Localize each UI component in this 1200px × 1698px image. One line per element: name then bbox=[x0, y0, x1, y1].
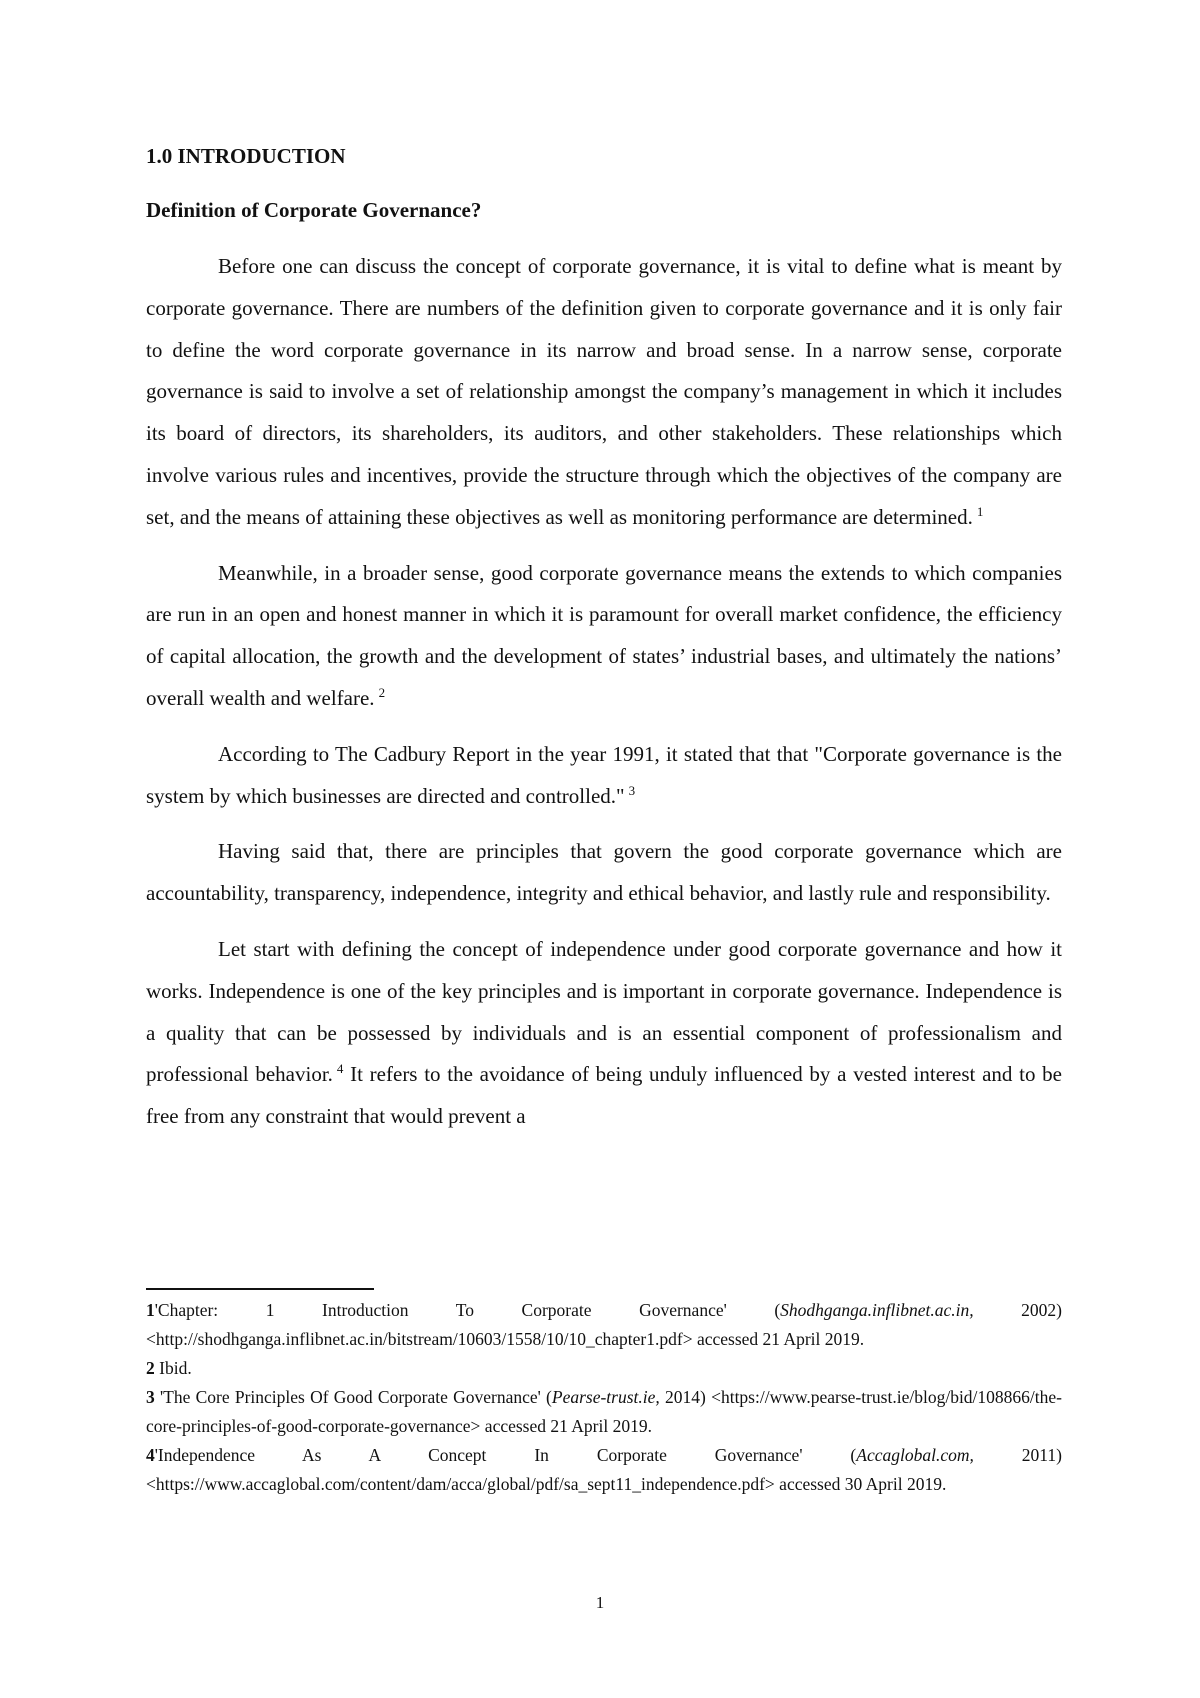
footnote-separator bbox=[146, 1288, 374, 1290]
section-heading: 1.0 INTRODUCTION bbox=[146, 144, 346, 168]
footnote-ref-2: 2 bbox=[378, 684, 386, 700]
footnote-1 bbox=[146, 1296, 1062, 1354]
footnote-2 bbox=[146, 1354, 1062, 1383]
footnotes bbox=[146, 1296, 1062, 1499]
footnote-1-source: Shodhganga.inflibnet.ac.in, bbox=[780, 1300, 974, 1320]
paragraph-4-text: Having said that, there are principles that govern the good corporate governance which are accountability, transparency, independence, integrity and ethical behavior, and lastly rule and responsibility. bbox=[146, 839, 1062, 906]
paragraph-5-text-before: Let start with defining the concept of independence under good corporate governance and how it works. Independence is one of the key principles and is important in corporate governance. Independence is a quality that can be possessed by individuals and is an essential component of professionalism and professional behavior. bbox=[146, 936, 1062, 1087]
footnote-2-number: 2 bbox=[146, 1358, 155, 1378]
page-number: 1 bbox=[595, 1593, 605, 1612]
paragraph-3-text: According to The Cadbury Report in the year 1991, it stated that that "Corporate governance is the system by which businesses are directed and controlled." bbox=[146, 741, 1062, 808]
paragraph-4 bbox=[146, 831, 1062, 915]
footnote-4-text-after: 2011) <https://www.accaglobal.com/content/dam/acca/global/pdf/sa_sept11_independence.pdf> accessed 30 April 2019. bbox=[146, 1445, 1062, 1494]
paragraph-5-text-after: It refers to the avoidance of being unduly influenced by a vested interest and to be free from any constraint that would prevent a bbox=[146, 1062, 1062, 1129]
footnote-1-number: 1 bbox=[146, 1300, 155, 1320]
sub-heading: Definition of Corporate Governance? bbox=[146, 198, 482, 222]
footnote-4-number: 4 bbox=[146, 1445, 155, 1465]
footnote-ref-1: 1 bbox=[976, 503, 984, 519]
footnote-3-text-after: 2014) <https://www.pearse-trust.ie/blog/bid/108866/the-core-principles-of-good-corporate-governance> accessed 21 April 2019. bbox=[146, 1387, 1062, 1436]
paragraph-3 bbox=[146, 734, 1062, 818]
paragraph-5 bbox=[146, 929, 1062, 1138]
footnote-4-source: Accaglobal.com, bbox=[856, 1445, 974, 1465]
footnote-3 bbox=[146, 1383, 1062, 1441]
footnote-ref-4: 4 bbox=[336, 1061, 344, 1077]
footnote-3-source: Pearse-trust.ie, bbox=[551, 1387, 660, 1407]
footnote-4 bbox=[146, 1441, 1062, 1499]
footnote-ref-3: 3 bbox=[628, 782, 636, 798]
footnote-1-text-after: 2002) <http://shodhganga.inflibnet.ac.in/bitstream/10603/1558/10/10_chapter1.pdf> accessed 21 April 2019. bbox=[146, 1300, 1063, 1349]
paragraph-1 bbox=[146, 246, 1062, 539]
footnote-3-text-before: 'The Core Principles Of Good Corporate Governance' ( bbox=[154, 1387, 552, 1407]
paragraph-1-text: Before one can discuss the concept of corporate governance, it is vital to define what is meant by corporate governance. There are numbers of the definition given to corporate governance and it is only fair to define the word corporate governance in its narrow and broad sense. In a narrow sense, corporate governance is said to involve a set of relationship amongst the company’s management in which it includes its board of directors, its shareholders, its auditors, and other stakeholders. These relationships which involve various rules and incentives, provide the structure through which the objectives of the company are set, and the means of attaining these objectives as well as monitoring performance are determined. bbox=[146, 254, 1062, 529]
footnote-2-text-before: Ibid. bbox=[154, 1358, 192, 1378]
paragraph-2 bbox=[146, 553, 1062, 720]
footnote-3-number: 3 bbox=[146, 1387, 155, 1407]
body-content bbox=[146, 142, 1062, 1138]
footnote-4-text-before: 'Independence As A Concept In Corporate Governance' ( bbox=[154, 1445, 857, 1465]
paragraph-2-text: Meanwhile, in a broader sense, good corporate governance means the extends to which companies are run in an open and honest manner in which it is paramount for overall market confidence, the efficiency of capital allocation, the growth and the development of states’ industrial bases, and ultimately the nations’ overall wealth and welfare. bbox=[146, 560, 1062, 710]
footnote-1-text-before: 'Chapter: 1 Introduction To Corporate Governance' ( bbox=[154, 1300, 781, 1320]
